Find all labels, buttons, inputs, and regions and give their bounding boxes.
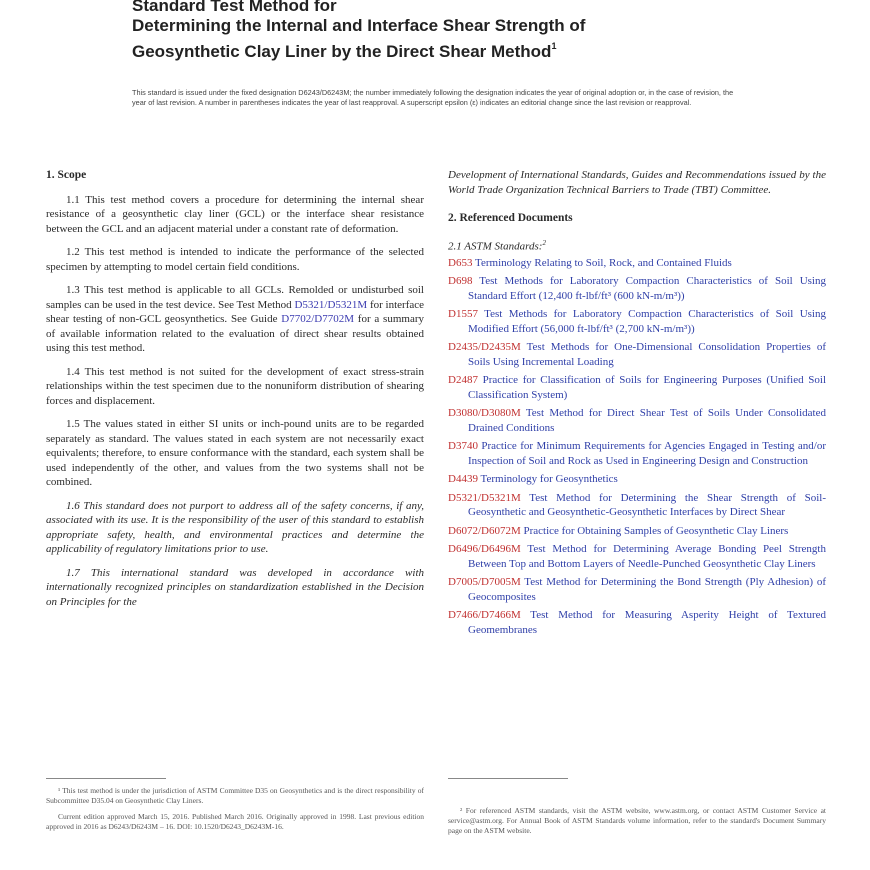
right-column [448, 168, 826, 641]
para-text: for interface shear testing of non-GCL geosynthetics. See Guide [46, 298, 425, 325]
reference-item [448, 608, 826, 637]
para-1-6 [46, 499, 424, 557]
title-footnote-mark: 1 [551, 41, 557, 51]
designation-preamble: This standard is issued under the fixed designation D6243/D6243M; the number immediately following the designation indicates the year of original adoption or, in the case of revision, the year of last revision. A number in parentheses indicates the year of last reapproval. A superscript epsilon (ε) indicates an editorial change since the last revision or reapproval. [132, 88, 734, 107]
reference-title-link[interactable]: Practice for Obtaining Samples of Geosynthetic Clay Liners [523, 524, 789, 537]
reference-title-link[interactable]: Test Method for Measuring Asperity Height of Textured Geomembranes [468, 609, 826, 636]
para-1-1 [46, 193, 424, 237]
reference-title-link[interactable]: Terminology for Geosynthetics [480, 473, 618, 486]
title-line-3-text: Geosynthetic Clay Liner by the Direct Shear Method [132, 42, 552, 61]
reference-title-link[interactable]: Practice for Classification of Soils for Engineering Purposes (Unified Soil Classification System) [468, 374, 827, 401]
reference-title-link[interactable]: Test Methods for Laboratory Compaction Characteristics of Soil Using Standard Effort (12,400 ft-lbf/ft³ (600 kN-m/m³)) [468, 275, 826, 302]
reference-code-link[interactable]: D2487 [448, 374, 478, 387]
referenced-documents-heading: 2. Referenced Documents [448, 212, 573, 224]
para-1-3 [46, 283, 424, 356]
reference-title-link[interactable]: Test Method for Determining Average Bonding Peel Strength Between Top and Bottom Layers of Needle-Punched Geosynthetic Clay Liners [468, 543, 826, 570]
reference-item [448, 472, 826, 487]
para-number: 1.6 [66, 499, 80, 512]
reference-code-link[interactable]: D5321/D5321M [448, 491, 521, 504]
reference-list [448, 256, 826, 638]
para-1-4 [46, 365, 424, 409]
para-number: 1.3 [66, 284, 80, 296]
reference-title-link[interactable]: Terminology Relating to Soil, Rock, and Contained Fluids [475, 256, 732, 269]
intro-text: 2.1 ASTM Standards: [448, 240, 543, 253]
para-text: This test method is not suited for the development of exact stress-strain relationships within the test specimen due to the nonuniform distribution of shearing forces and displacement. [46, 365, 424, 407]
footnote-edition: Current edition approved March 15, 2016. Published March 2016. Originally approved in 1998. Last previous edition approved in 2016 as D6243/D6243M – 16. DOI: 10.1520/D6243_D6243M-16. [46, 812, 424, 831]
para-text: This standard does not purport to address all of the safety concerns, if any, associated with its use. It is the responsibility of the user of this standard to establish appropriate safety, health, and environmental practices and determine the applicability of regulatory limitations prior to use. [46, 499, 425, 555]
footnote-divider-right [448, 778, 568, 779]
reference-code-link[interactable]: D7466/D7466M [448, 609, 521, 622]
reference-item [448, 491, 826, 520]
reference-item [448, 274, 826, 303]
astm-standards-intro [448, 236, 826, 254]
reference-title-link[interactable]: Practice for Minimum Requirements for Agencies Engaged in Testing and/or Inspection of Soil and Rock as Used in Engineering Design and Construction [468, 440, 826, 467]
reference-code-link[interactable]: D7005/D7005M [448, 576, 521, 589]
reference-title-link[interactable]: Test Methods for Laboratory Compaction Characteristics of Soil Using Modified Effort (56,000 ft-lbf/ft³ (2,700 kN-m/m³)) [468, 308, 826, 335]
para-number: 1.5 [66, 418, 80, 430]
footnotes-right [448, 806, 826, 842]
reference-title-link[interactable]: Test Methods for One-Dimensional Consolidation Properties of Soils Using Incremental Loading [468, 341, 826, 368]
reference-item [448, 575, 826, 604]
para-number: 1.4 [66, 365, 80, 378]
link-d5321[interactable]: D5321/D5321M [294, 298, 368, 311]
reference-item [448, 439, 826, 468]
reference-code-link[interactable]: D2435/D2435M [448, 341, 521, 354]
reference-item [448, 406, 826, 435]
reference-item [448, 307, 826, 336]
title-line-2: Determining the Internal and Interface Shear Strength of [132, 16, 586, 35]
para-text: The values stated in either SI units or inch-pound units are to be regarded separately as standard. The values stated in each system are not necessarily exact equivalents; therefore, to ensure conformance with the standard, each system shall be used independently of the other, and values from the two systems shall not be combined. [46, 418, 424, 488]
para-text: This test method is applicable to all GCLs. Remolded or undisturbed soil samples can be used in the test device. See Test Method [46, 284, 424, 311]
title-line-3 [132, 36, 772, 62]
reference-title-link[interactable]: Test Method for Determining the Shear Strength of Soil-Geosynthetic and Geosynthetic-Geosynthetic Interfaces by Direct Shear [468, 491, 826, 519]
para-text: This test method is intended to indicate the performance of the selected specimen by attempting to model certain field conditions. [46, 246, 424, 273]
intro-footnote-mark: 2 [542, 238, 546, 247]
para-text: This test method covers a procedure for determining the internal shear resistance of a geosynthetic clay liner (GCL) or the interface shear resistance between the GCL and an adjacent material under a constant rate of deformation. [46, 193, 424, 235]
reference-title-link[interactable]: Test Method for Direct Shear Test of Soils Under Consolidated Drained Conditions [468, 407, 826, 434]
reference-title-link[interactable]: Test Method for Determining the Bond Strength (Ply Adhesion) of Geocomposites [468, 576, 826, 603]
left-column [46, 168, 424, 618]
reference-code-link[interactable]: D1557 [448, 308, 478, 321]
reference-code-link[interactable]: D4439 [448, 473, 478, 486]
title-block [132, 0, 772, 62]
link-d7702[interactable]: D7702/D7702M [281, 313, 355, 325]
reference-item [448, 373, 826, 402]
para-number: 1.7 [66, 566, 80, 579]
para-1-5 [46, 417, 424, 490]
reference-item [448, 340, 826, 369]
reference-code-link[interactable]: D653 [448, 256, 473, 269]
scope-heading: 1. Scope [46, 169, 87, 181]
scope-continuation: Development of International Standards, Guides and Recommendations issued by the World Trade Organization Technical Barriers to Trade (TBT) Committee. [448, 169, 826, 196]
reference-code-link[interactable]: D6496/D6496M [448, 543, 521, 556]
reference-code-link[interactable]: D3740 [448, 440, 478, 453]
title-line-1: Standard Test Method for [132, 0, 337, 15]
para-number: 1.1 [66, 193, 80, 206]
footnote-2: ² For referenced ASTM standards, visit the ASTM website, www.astm.org, or contact ASTM Customer Service at service@astm.org. For Annual Book of ASTM Standards volume information, refer to the standard's Document Summary page on the ASTM website. [448, 806, 826, 835]
para-number: 1.2 [66, 246, 80, 258]
para-1-7 [46, 566, 424, 610]
reference-code-link[interactable]: D6072/D6072M [448, 524, 521, 537]
reference-code-link[interactable]: D3080/D3080M [448, 407, 521, 420]
para-1-2 [46, 245, 424, 274]
footnote-divider-left [46, 778, 166, 779]
reference-item [448, 524, 826, 539]
reference-item [448, 256, 826, 271]
reference-code-link[interactable]: D698 [448, 275, 473, 288]
para-text: This international standard was developed in accordance with internationally recognized principles on standardization established in the Decision on Principles for the [46, 566, 425, 608]
footnotes-left [46, 786, 424, 838]
reference-item [448, 542, 826, 571]
footnote-1: ¹ This test method is under the jurisdiction of ASTM Committee D35 on Geosynthetics and is the direct responsibility of Subcommittee D35.04 on Geosynthetic Clay Liners. [46, 786, 424, 805]
para-text: for a summary of available information related to the evaluation of direct shear results obtained using this test method. [46, 313, 424, 354]
